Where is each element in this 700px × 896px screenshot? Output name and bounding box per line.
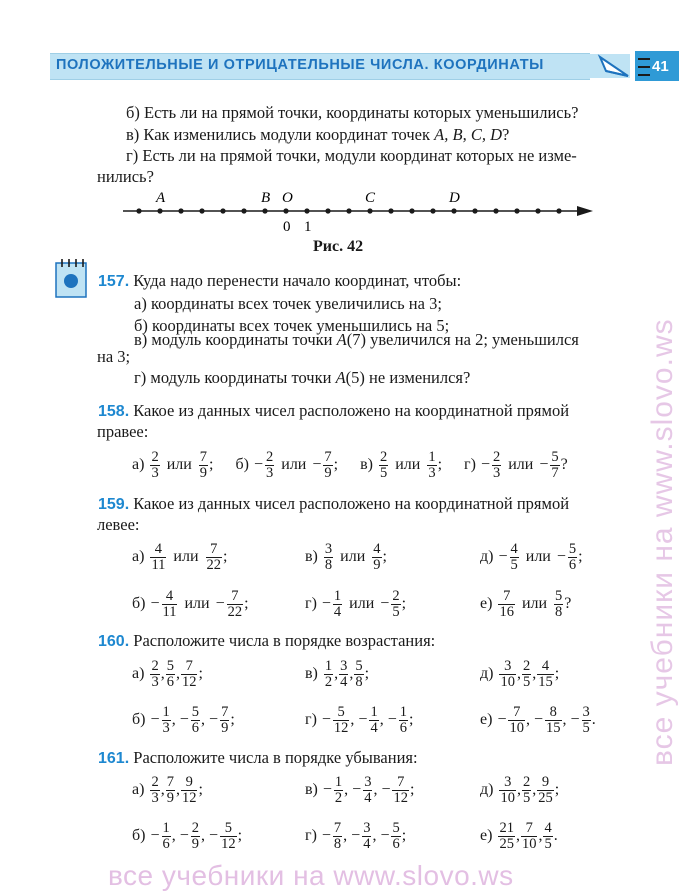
fraction: 2 5 <box>522 657 531 690</box>
problem-157-g-post: (5) не изменился? <box>345 368 471 387</box>
fraction: 5 8 <box>355 657 363 690</box>
axis-dot <box>136 208 141 213</box>
pencil-arrow-icon <box>590 51 636 81</box>
fraction: $\frac{8}{15}$ <box>546 703 561 736</box>
point-label-a: A <box>156 190 166 206</box>
problem-159-question <box>98 494 569 515</box>
fraction: $\frac{7}{8}$ <box>333 819 342 852</box>
fraction: 7 16 <box>499 587 514 620</box>
problem-160-a: а) 2 3 , 5 6 , 7 12 ; <box>132 657 203 690</box>
problem-157-g-pre: г) модуль координаты точки <box>134 368 336 387</box>
problem-160-g: г) − $\frac{5}{12}$ , − $\frac{1}{4}$ , − $\frac{1}{6}$ ; <box>305 703 414 736</box>
fraction: $\frac{7}{10}$ <box>509 703 524 736</box>
problem-157-a: а) координаты всех точек увеличились на 3; <box>134 294 442 313</box>
problem-157-number: 157. <box>98 273 130 290</box>
intro-v-post: ? <box>502 125 510 144</box>
fraction: 4 5 <box>544 819 552 852</box>
fraction: 21 25 <box>499 819 514 852</box>
watermark-bottom: все учебники на www.slovo.ws <box>108 860 514 891</box>
problem-160-number: 160. <box>98 633 130 650</box>
axis-dots <box>136 208 561 213</box>
fraction: $\frac{7}{9}$ <box>324 448 332 481</box>
problem-157-g-point: A <box>335 368 346 387</box>
fraction: $\frac{5}{6}$ <box>392 819 400 852</box>
fraction: 1 3 <box>428 448 436 481</box>
problem-161-d: д) 3 10 , 2 5 , 9 25 ; <box>480 773 560 806</box>
fraction: 2 5 <box>379 448 388 481</box>
problem-158-options: а) 2 3 или 7 9 ; б) − $\frac{2}{3}$ или − $\frac{7}{9}$ ; в) 2 5 или 1 3 ; г) − $\frac{2}{3}$ или − $\frac{5}{7}$ ? <box>132 448 568 481</box>
problem-161-text: Расположите числа в порядке убывания: <box>133 748 418 767</box>
problem-159-g: г) − $\frac{1}{4}$ или − $\frac{2}{5}$ ; <box>305 587 407 620</box>
fraction: 2 3 <box>151 448 159 481</box>
fraction: $\frac{2}{9}$ <box>191 819 200 852</box>
fraction: $\frac{1}{3}$ <box>162 703 170 736</box>
problem-157-g <box>134 368 470 388</box>
fraction: $\frac{5}{6}$ <box>568 540 577 573</box>
fraction: 3 10 <box>500 657 515 690</box>
problem-160-question <box>98 631 435 652</box>
fraction: $\frac{3}{4}$ <box>364 773 372 806</box>
problem-160-d: д) 3 10 , 2 5 , 4 15 ; <box>480 657 560 690</box>
fraction: $\frac{3}{4}$ <box>363 819 371 852</box>
notebook-icon <box>51 258 91 300</box>
problem-161-b: б) − $\frac{1}{6}$ , − $\frac{2}{9}$ , − $\frac{5}{12}$ ; <box>132 819 243 852</box>
fraction: 2 5 <box>522 773 531 806</box>
option-label: а) <box>132 456 145 473</box>
problem-158-text-1: Какое из данных чисел расположено на координатной прямой <box>133 401 570 420</box>
chapter-title: ПОЛОЖИТЕЛЬНЫЕ И ОТРИЦАТЕЛЬНЫЕ ЧИСЛА. КООРДИНАТЫ <box>56 57 544 73</box>
point-label-o: O <box>282 190 293 206</box>
fraction: 5 6 <box>166 657 174 690</box>
problem-157-v-point: A <box>336 330 347 349</box>
fraction: $\frac{4}{5}$ <box>510 540 518 573</box>
figure-caption: Рис. 42 <box>313 238 364 255</box>
axis-dot <box>199 208 204 213</box>
problem-159-b: б) − $\frac{4}{11}$ или − $\frac{7}{22}$ ; <box>132 587 249 620</box>
problem-157-b: б) координаты всех точек уменьшились на 5; <box>134 316 450 335</box>
fraction: $\frac{1}{4}$ <box>333 587 342 620</box>
fraction: 1 2 <box>324 657 333 690</box>
axis-dot <box>346 208 351 213</box>
problem-161-e: е) 21 25 , 7 10 , 4 5 . <box>480 819 558 852</box>
fraction: $\frac{5}{12}$ <box>333 703 349 736</box>
fraction: 7 22 <box>206 540 222 573</box>
axis-dot <box>535 208 540 213</box>
problem-160-text: Расположите числа в порядке возрастания: <box>133 631 436 650</box>
point-label-b: B <box>261 190 271 206</box>
problem-159-e: е) 7 16 или 5 8 ? <box>480 587 572 620</box>
problem-159-d: д) − $\frac{4}{5}$ или − $\frac{5}{6}$ ; <box>480 540 583 573</box>
fraction: 9 25 <box>538 773 553 806</box>
fraction: $\frac{5}{6}$ <box>191 703 200 736</box>
intro-v-points: A, B, C, D <box>434 125 502 144</box>
fraction: $\frac{2}{3}$ <box>266 448 274 481</box>
fraction: $\frac{5}{12}$ <box>221 819 236 852</box>
fraction: $\frac{3}{5}$ <box>582 703 590 736</box>
fraction: 2 3 <box>151 773 159 806</box>
fraction: 4 11 <box>151 540 166 573</box>
problem-159-text-1: Какое из данных чисел расположено на координатной прямой <box>133 494 570 513</box>
fraction: $\frac{7}{12}$ <box>393 773 408 806</box>
spiral-icon <box>637 53 651 81</box>
point-label-d: D <box>449 190 460 206</box>
intro-b: б) Есть ли на прямой точки, координаты которых уменьшились? <box>126 103 579 122</box>
problem-161-v: в) − $\frac{1}{2}$ , − $\frac{3}{4}$ , − $\frac{7}{12}$ ; <box>305 773 415 806</box>
axis-dot <box>514 208 519 213</box>
problem-161-g: г) − $\frac{7}{8}$ , − $\frac{3}{4}$ , − $\frac{5}{6}$ ; <box>305 819 407 852</box>
fraction: 2 3 <box>151 657 159 690</box>
problem-160-v: в) 1 2 , 3 4 , 5 8 ; <box>305 657 370 690</box>
page-number: 41 <box>652 58 669 75</box>
fraction: $\frac{7}{9}$ <box>221 703 229 736</box>
or-word: или <box>395 456 421 473</box>
or-word: или <box>281 456 307 473</box>
problem-161-a: а) 2 3 , 7 9 , 9 12 ; <box>132 773 203 806</box>
tick-label-1: 1 <box>304 219 312 235</box>
axis-dot <box>178 208 183 213</box>
fraction: 4 15 <box>538 657 553 690</box>
axis-dot <box>262 208 267 213</box>
number-line-figure <box>115 185 605 235</box>
problem-158-text-2: правее: <box>97 422 149 441</box>
fraction: 9 12 <box>181 773 197 806</box>
option-label: г) <box>464 456 476 473</box>
option-label: в) <box>360 456 373 473</box>
intro-g-1: г) Есть ли на прямой точки, модули координат которых не изме- <box>126 146 577 165</box>
axis-dot <box>304 208 309 213</box>
problem-161-number: 161. <box>98 750 130 767</box>
axis-dot <box>220 208 225 213</box>
fraction: 3 10 <box>500 773 515 806</box>
axis-dot <box>283 208 288 213</box>
problem-159-v: в) 3 8 или 4 9 ; <box>305 540 387 573</box>
axis-dot <box>388 208 393 213</box>
axis-dot <box>409 208 414 213</box>
problem-159-number: 159. <box>98 496 130 513</box>
fraction: 7 9 <box>166 773 174 806</box>
fraction: 7 12 <box>181 657 197 690</box>
problem-157-v <box>134 330 579 350</box>
or-word: или <box>508 456 534 473</box>
problem-159-text-2: левее: <box>97 515 140 534</box>
problem-160-e: е) − $\frac{7}{10}$ , − $\frac{8}{15}$ , − $\frac{3}{5}$ . <box>480 703 596 736</box>
fraction: 4 9 <box>373 540 381 573</box>
point-label-c: C <box>365 190 376 206</box>
page-header <box>50 51 669 81</box>
problem-158-number: 158. <box>98 403 130 420</box>
fraction: $\frac{5}{7}$ <box>551 448 559 481</box>
fraction: $\frac{1}{6}$ <box>399 703 407 736</box>
problem-158-question <box>98 401 569 422</box>
fraction: $\frac{1}{2}$ <box>334 773 343 806</box>
tick-label-0: 0 <box>283 219 291 235</box>
fraction: $\frac{1}{6}$ <box>162 819 170 852</box>
axis-dot <box>367 208 372 213</box>
fraction: 5 8 <box>555 587 563 620</box>
or-word: или <box>166 456 192 473</box>
axis-dot <box>325 208 330 213</box>
problem-157-v-2: на 3; <box>97 347 131 366</box>
axis-dot <box>451 208 456 213</box>
axis-dot <box>556 208 561 213</box>
problem-157-text: Куда надо перенести начало координат, чтобы: <box>133 271 462 290</box>
intro-g-2: нились? <box>97 167 154 186</box>
problem-157-v-pre: в) модуль координаты точки <box>134 330 337 349</box>
axis-dot <box>430 208 435 213</box>
fraction: 3 8 <box>324 540 333 573</box>
axis-dot <box>157 208 162 213</box>
fraction: $\frac{2}{5}$ <box>392 587 400 620</box>
fraction: $\frac{7}{22}$ <box>227 587 243 620</box>
axis-dot <box>241 208 246 213</box>
axis-dot <box>472 208 477 213</box>
fraction: $\frac{2}{3}$ <box>492 448 501 481</box>
problem-157-question <box>98 271 461 292</box>
axis-arrow <box>577 206 593 216</box>
fraction: $\frac{4}{11}$ <box>162 587 177 620</box>
fraction: 7 9 <box>199 448 208 481</box>
option-label: б) <box>235 456 249 473</box>
fraction: 7 10 <box>521 819 537 852</box>
problem-157-v-post: (7) увеличился на 2; уменьшился <box>346 330 579 349</box>
fraction: 3 4 <box>340 657 348 690</box>
intro-v <box>126 125 509 145</box>
problem-160-b: б) − $\frac{1}{3}$ , − $\frac{5}{6}$ , − $\frac{7}{9}$ ; <box>132 703 235 736</box>
intro-v-pre: в) Как изменились модули координат точек <box>126 125 435 144</box>
fraction: $\frac{1}{4}$ <box>370 703 378 736</box>
axis-dot <box>493 208 498 213</box>
problem-159-a: а) 4 11 или 7 22 ; <box>132 540 228 573</box>
problem-161-question <box>98 748 418 769</box>
watermark-vertical: все учебники на www.slovo.ws <box>646 318 679 766</box>
